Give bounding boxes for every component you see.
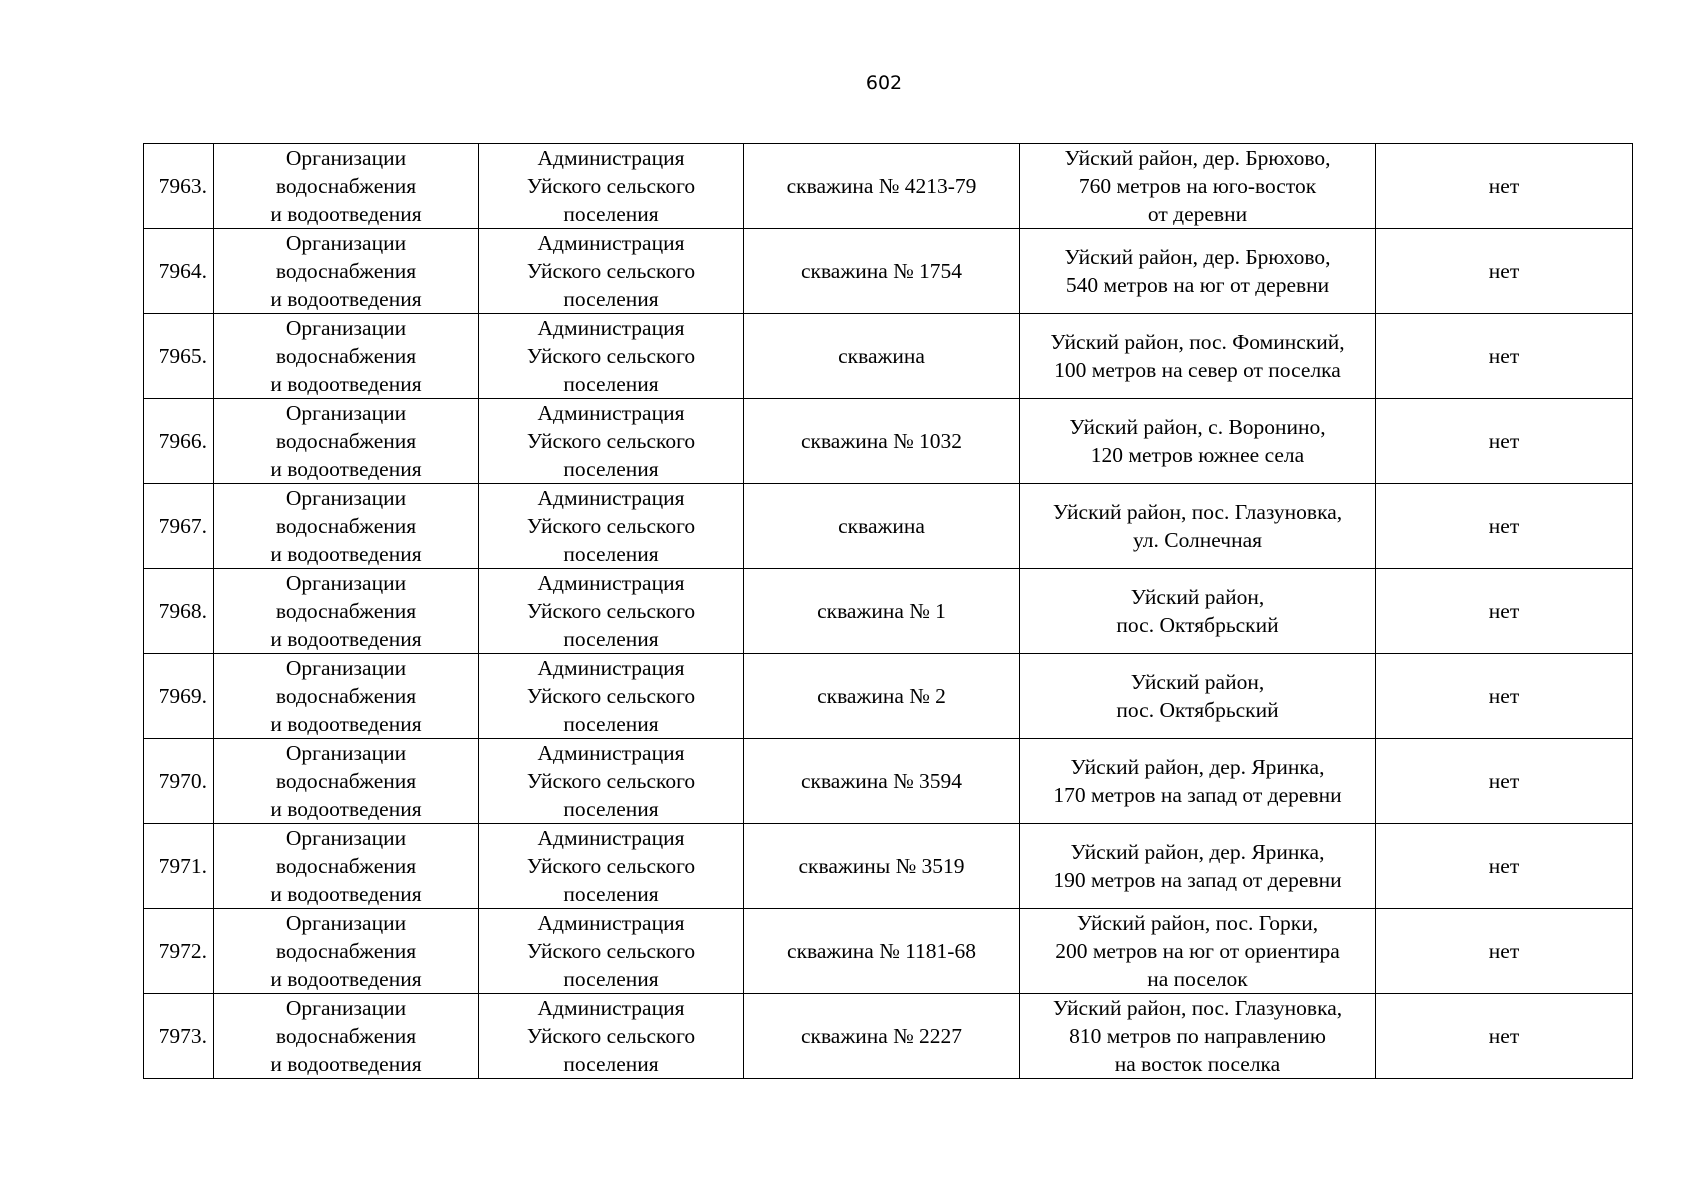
- sector-cell: Организации водоснабжения и водоотведения: [214, 144, 479, 229]
- owner-cell: Администрация Уйского сельского поселения: [479, 314, 744, 399]
- row-number: 7973.: [144, 994, 214, 1079]
- object-cell: скважины № 3519: [744, 824, 1020, 909]
- owner-cell: Администрация Уйского сельского поселения: [479, 484, 744, 569]
- owner-cell: Администрация Уйского сельского поселения: [479, 229, 744, 314]
- row-number: 7971.: [144, 824, 214, 909]
- registry-table: [143, 143, 1633, 1079]
- sector-cell: Организации водоснабжения и водоотведения: [214, 909, 479, 994]
- flag-cell: нет: [1376, 654, 1633, 739]
- table-row: [144, 229, 1633, 314]
- sector-cell: Организации водоснабжения и водоотведения: [214, 824, 479, 909]
- table-row: [144, 314, 1633, 399]
- flag-cell: нет: [1376, 484, 1633, 569]
- owner-cell: Администрация Уйского сельского поселения: [479, 824, 744, 909]
- table-row: [144, 909, 1633, 994]
- object-cell: скважина № 1032: [744, 399, 1020, 484]
- location-cell: Уйский район, пос. Горки, 200 метров на юг от ориентира на поселок: [1020, 909, 1376, 994]
- flag-cell: нет: [1376, 824, 1633, 909]
- flag-cell: нет: [1376, 739, 1633, 824]
- sector-cell: Организации водоснабжения и водоотведения: [214, 399, 479, 484]
- object-cell: скважина № 3594: [744, 739, 1020, 824]
- row-number: 7969.: [144, 654, 214, 739]
- owner-cell: Администрация Уйского сельского поселения: [479, 739, 744, 824]
- owner-cell: Администрация Уйского сельского поселения: [479, 994, 744, 1079]
- location-cell: Уйский район, пос. Глазуновка, ул. Солнечная: [1020, 484, 1376, 569]
- row-number: 7965.: [144, 314, 214, 399]
- table-row: [144, 399, 1633, 484]
- page-number: 602: [865, 72, 903, 94]
- table-row: [144, 484, 1633, 569]
- sector-cell: Организации водоснабжения и водоотведения: [214, 314, 479, 399]
- flag-cell: нет: [1376, 314, 1633, 399]
- location-cell: Уйский район, пос. Глазуновка, 810 метров по направлению на восток поселка: [1020, 994, 1376, 1079]
- table-row: [144, 994, 1633, 1079]
- flag-cell: нет: [1376, 909, 1633, 994]
- table-row: [144, 824, 1633, 909]
- row-number: 7966.: [144, 399, 214, 484]
- sector-cell: Организации водоснабжения и водоотведения: [214, 739, 479, 824]
- location-cell: Уйский район, пос. Октябрьский: [1020, 569, 1376, 654]
- owner-cell: Администрация Уйского сельского поселения: [479, 654, 744, 739]
- flag-cell: нет: [1376, 144, 1633, 229]
- location-cell: Уйский район, дер. Яринка, 170 метров на запад от деревни: [1020, 739, 1376, 824]
- flag-cell: нет: [1376, 229, 1633, 314]
- flag-cell: нет: [1376, 994, 1633, 1079]
- owner-cell: Администрация Уйского сельского поселения: [479, 909, 744, 994]
- sector-cell: Организации водоснабжения и водоотведения: [214, 654, 479, 739]
- flag-cell: нет: [1376, 399, 1633, 484]
- row-number: 7968.: [144, 569, 214, 654]
- object-cell: скважина № 2227: [744, 994, 1020, 1079]
- object-cell: скважина № 1: [744, 569, 1020, 654]
- row-number: 7967.: [144, 484, 214, 569]
- table-row: [144, 739, 1633, 824]
- row-number: 7972.: [144, 909, 214, 994]
- sector-cell: Организации водоснабжения и водоотведения: [214, 569, 479, 654]
- location-cell: Уйский район, дер. Брюхово, 760 метров на юго-восток от деревни: [1020, 144, 1376, 229]
- object-cell: скважина № 1181-68: [744, 909, 1020, 994]
- object-cell: скважина № 4213-79: [744, 144, 1020, 229]
- row-number: 7963.: [144, 144, 214, 229]
- row-number: 7964.: [144, 229, 214, 314]
- sector-cell: Организации водоснабжения и водоотведения: [214, 229, 479, 314]
- owner-cell: Администрация Уйского сельского поселения: [479, 569, 744, 654]
- location-cell: Уйский район, дер. Брюхово, 540 метров на юг от деревни: [1020, 229, 1376, 314]
- sector-cell: Организации водоснабжения и водоотведения: [214, 994, 479, 1079]
- table-row: [144, 144, 1633, 229]
- row-number: 7970.: [144, 739, 214, 824]
- table-row: [144, 654, 1633, 739]
- sector-cell: Организации водоснабжения и водоотведения: [214, 484, 479, 569]
- location-cell: Уйский район, пос. Фоминский, 100 метров на север от поселка: [1020, 314, 1376, 399]
- location-cell: Уйский район, с. Воронино, 120 метров южнее села: [1020, 399, 1376, 484]
- object-cell: скважина: [744, 484, 1020, 569]
- owner-cell: Администрация Уйского сельского поселения: [479, 399, 744, 484]
- location-cell: Уйский район, дер. Яринка, 190 метров на запад от деревни: [1020, 824, 1376, 909]
- object-cell: скважина № 1754: [744, 229, 1020, 314]
- table-row: [144, 569, 1633, 654]
- object-cell: скважина: [744, 314, 1020, 399]
- flag-cell: нет: [1376, 569, 1633, 654]
- owner-cell: Администрация Уйского сельского поселения: [479, 144, 744, 229]
- location-cell: Уйский район, пос. Октябрьский: [1020, 654, 1376, 739]
- object-cell: скважина № 2: [744, 654, 1020, 739]
